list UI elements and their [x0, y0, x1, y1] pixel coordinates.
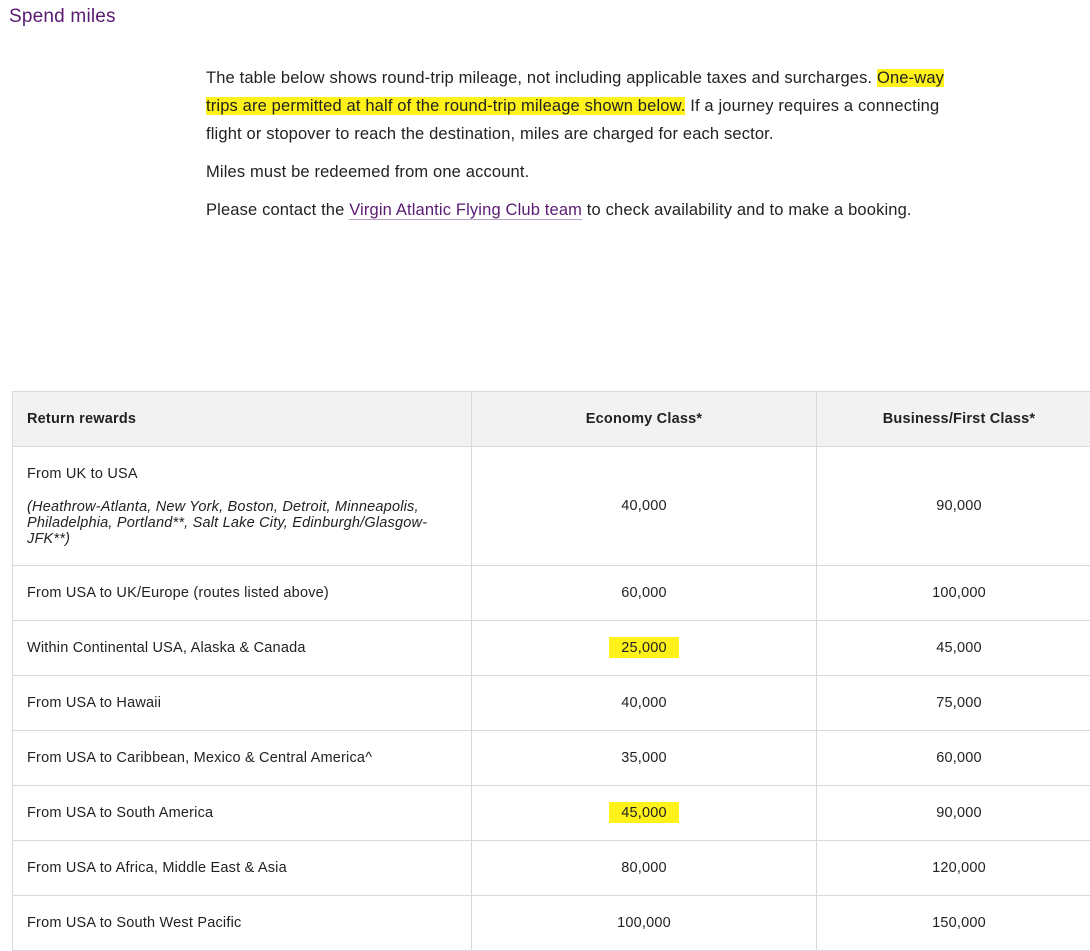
- economy-miles-highlight: 45,000: [609, 802, 679, 823]
- route-label: From USA to South America: [13, 786, 472, 841]
- economy-miles-highlight: 25,000: [609, 637, 679, 658]
- table-row: [13, 621, 1090, 676]
- route-label: From USA to Africa, Middle East & Asia: [13, 841, 472, 896]
- intro-paragraph-3: [206, 196, 976, 224]
- business-miles: 75,000: [817, 676, 1090, 731]
- business-miles: 60,000: [817, 731, 1090, 786]
- intro-paragraph-1: [206, 64, 976, 148]
- route-label: From USA to South West Pacific: [13, 896, 472, 951]
- rewards-table: [12, 391, 1090, 951]
- contact-text-after: to check availability and to make a booking.: [582, 201, 912, 219]
- table-header-row: [13, 392, 1090, 447]
- route-label: From UK to USA: [27, 465, 138, 482]
- business-miles: 100,000: [817, 566, 1090, 621]
- route-label: Within Continental USA, Alaska & Canada: [13, 621, 472, 676]
- economy-miles: 60,000: [472, 566, 817, 621]
- economy-miles: 80,000: [472, 841, 817, 896]
- business-miles: 90,000: [817, 447, 1090, 566]
- table-row: [13, 786, 1090, 841]
- table-row: [13, 447, 1090, 566]
- table-row: [13, 676, 1090, 731]
- table-row: [13, 731, 1090, 786]
- route-label: From USA to Caribbean, Mexico & Central America^: [13, 731, 472, 786]
- economy-miles: 35,000: [472, 731, 817, 786]
- route-cell: [13, 447, 472, 566]
- table-row: [13, 896, 1090, 951]
- economy-miles-cell: [472, 621, 817, 676]
- economy-miles: 40,000: [472, 676, 817, 731]
- flying-club-team-link[interactable]: Virgin Atlantic Flying Club team: [349, 201, 583, 219]
- economy-miles-cell: [472, 786, 817, 841]
- route-label: From USA to Hawaii: [13, 676, 472, 731]
- business-miles: 45,000: [817, 621, 1090, 676]
- header-business-first-class: Business/First Class*: [817, 392, 1090, 447]
- economy-miles: 100,000: [472, 896, 817, 951]
- route-label: From USA to UK/Europe (routes listed above): [13, 566, 472, 621]
- business-miles: 150,000: [817, 896, 1090, 951]
- table-row: [13, 841, 1090, 896]
- table-row: [13, 566, 1090, 621]
- route-note: (Heathrow-Atlanta, New York, Boston, Detroit, Minneapolis, Philadelphia, Portland**, Salt Lake City, Edinburgh/Glasgow-JFK**): [27, 498, 428, 547]
- business-miles: 120,000: [817, 841, 1090, 896]
- header-economy-class: Economy Class*: [472, 392, 817, 447]
- business-miles: 90,000: [817, 786, 1090, 841]
- header-return-rewards: Return rewards: [13, 392, 472, 447]
- economy-miles: 40,000: [472, 447, 817, 566]
- intro-text: [206, 64, 976, 234]
- intro-text-2: If a journey requires a connecting flight or stopover to reach the destination, miles are charged for each sector.: [206, 97, 940, 143]
- intro-paragraph-2: Miles must be redeemed from one account.: [206, 163, 530, 181]
- page-title: Spend miles: [9, 6, 116, 27]
- one-way-highlight: One-way trips are permitted at half of the round-trip mileage shown below.: [206, 69, 945, 115]
- contact-text-before: Please contact the: [206, 201, 350, 219]
- intro-text-1: The table below shows round-trip mileage, not including applicable taxes and surcharges.: [206, 69, 877, 87]
